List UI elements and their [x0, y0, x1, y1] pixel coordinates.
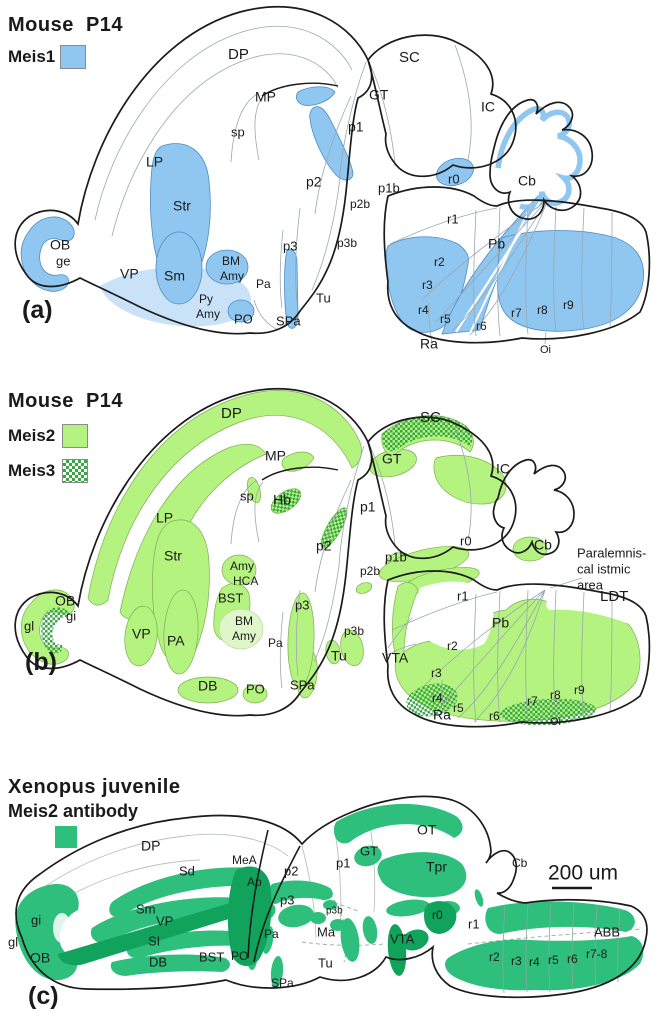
region-label-ma: Ma — [317, 924, 336, 940]
region-label-tu: Tu — [318, 955, 333, 971]
region-label-r1: r1 — [457, 588, 469, 604]
region-label-hca: HCA — [233, 574, 259, 589]
region-label-gt: GT — [369, 86, 389, 103]
region-label-str: Str — [173, 197, 191, 214]
region-label-mp: MP — [255, 88, 276, 105]
region-label-r1: r1 — [447, 211, 459, 227]
xenopus-meis2-swatch — [55, 826, 77, 848]
region-label-tu: Tu — [316, 290, 331, 306]
region-label-pa: Pa — [268, 636, 283, 651]
region-label-lp: LP — [146, 153, 164, 170]
region-label-gi: gi — [31, 912, 42, 928]
region-label-r9: r9 — [563, 298, 574, 313]
panel-c-title: Xenopus juvenile — [8, 776, 181, 798]
region-label-ob: OB — [55, 592, 76, 609]
region-label-dp: DP — [221, 404, 242, 422]
region-label-r7-8: r7-8 — [586, 947, 608, 962]
region-label-p3: p3 — [283, 238, 298, 254]
region-label-po: PO — [246, 681, 265, 697]
region-label-r4: r4 — [418, 303, 429, 318]
region-label-spa: SPa — [290, 677, 315, 693]
region-label-cb: Cb — [534, 536, 552, 553]
region-label-cb: Cb — [512, 856, 528, 871]
region-label-p3: p3 — [295, 597, 310, 613]
region-label-sm: Sm — [164, 267, 185, 284]
region-label-r9: r9 — [574, 683, 585, 698]
region-label-r2: r2 — [434, 255, 445, 270]
region-label-abb: ABB — [594, 924, 621, 940]
region-label-r8: r8 — [550, 688, 561, 703]
region-label-dp: DP — [141, 837, 161, 854]
region-label-gl: gl — [8, 934, 19, 950]
region-label-p3b: p3b — [344, 624, 365, 639]
region-label-gi: gi — [66, 608, 77, 624]
region-label-py: Py — [199, 292, 214, 307]
region-label-p2: p2 — [316, 537, 332, 554]
region-label-r3: r3 — [511, 954, 522, 969]
region-label-r0: r0 — [460, 533, 472, 549]
region-label-str: Str — [164, 547, 182, 564]
region-label-ot: OT — [417, 821, 437, 838]
region-label-bm: BM — [222, 254, 240, 269]
region-label-r3: r3 — [422, 278, 433, 293]
panel-b-legend-meis2 — [8, 424, 88, 448]
region-label-vta: VTA — [382, 649, 409, 666]
panel-letter-b: (b) — [25, 648, 57, 676]
region-label-r0: r0 — [432, 908, 443, 923]
region-label-sp: sp — [240, 488, 254, 504]
region-label-db: DB — [149, 954, 168, 970]
region-label-p2: p2 — [306, 173, 322, 190]
region-label-p2: p2 — [284, 863, 299, 879]
panel-b-title: Mouse P14 — [8, 390, 124, 412]
region-label-r6: r6 — [567, 952, 578, 967]
region-label-pa: PA — [167, 632, 185, 649]
panel-b-shapes — [15, 389, 649, 728]
panel-a-legend — [8, 45, 86, 69]
region-label-sc: SC — [420, 408, 441, 426]
region-label-gl: gl — [24, 618, 35, 634]
region-label-ra: Ra — [420, 335, 438, 352]
region-label-pa: Pa — [256, 277, 271, 292]
region-label-r6: r6 — [489, 709, 500, 724]
region-label-p1b: p1b — [385, 549, 407, 565]
region-label-vp: VP — [156, 913, 174, 929]
region-label-amy: Amy — [230, 559, 254, 574]
region-label-tu: Tu — [331, 647, 347, 664]
region-label-pb: Pb — [492, 614, 510, 631]
region-label-tpr: Tpr — [426, 858, 447, 875]
region-label-r7: r7 — [527, 694, 538, 709]
panel-c-subtitle: Meis2 antibody — [8, 801, 139, 821]
region-label-sd: Sd — [179, 863, 195, 879]
region-label-paralemnis-: Paralemnis- — [577, 545, 647, 561]
legend-label-meis1: Meis1 — [8, 47, 56, 66]
region-label-p1b: p1b — [378, 180, 400, 196]
region-label-hb: Hb — [273, 491, 291, 508]
region-label-po: PO — [234, 311, 253, 327]
region-label-ic: IC — [481, 98, 495, 115]
region-label-amy: Amy — [196, 307, 220, 322]
region-label-vp: VP — [120, 265, 139, 282]
region-label-dp: DP — [228, 45, 249, 63]
region-label-sp: sp — [231, 124, 245, 140]
region-label-oi: Oi — [550, 715, 561, 728]
region-label-amy: Amy — [232, 629, 256, 644]
region-label-r5: r5 — [453, 701, 464, 716]
region-label-r2: r2 — [489, 950, 500, 965]
region-label-lp: LP — [156, 509, 174, 526]
region-label-r1: r1 — [468, 916, 480, 932]
region-label-si: SI — [148, 933, 161, 949]
region-label-ob: OB — [50, 236, 71, 253]
region-label-spa: SPa — [276, 313, 301, 329]
region-label-r6: r6 — [476, 319, 487, 334]
region-label-area: area — [577, 577, 604, 593]
legend-label-meis3: Meis3 — [8, 461, 56, 480]
region-label-bm: BM — [235, 614, 253, 629]
region-label-p3b: p3b — [326, 905, 343, 917]
meis2-swatch — [62, 424, 88, 448]
panel-letter-c: (c) — [28, 982, 59, 1010]
region-label-vta: VTA — [390, 931, 415, 947]
region-label-ic: IC — [496, 460, 510, 477]
region-label-ob: OB — [30, 949, 51, 966]
region-label-mp: MP — [265, 447, 286, 464]
region-label-bst: BST — [218, 590, 244, 606]
region-label-db: DB — [198, 677, 218, 694]
panel-b-legend-meis3 — [8, 459, 88, 483]
region-label-r4: r4 — [529, 955, 540, 970]
region-label-cb: Cb — [518, 172, 536, 189]
region-label-ldt: LDT — [600, 587, 629, 605]
region-label-200um: 200 um — [548, 861, 619, 885]
region-label-gt: GT — [360, 843, 379, 859]
region-label-p2b: p2b — [360, 564, 381, 579]
panel-letter-a: (a) — [22, 296, 53, 324]
panel-a-title: Mouse P14 — [8, 14, 124, 36]
region-label-r8: r8 — [537, 303, 548, 318]
region-label-p3: p3 — [280, 892, 295, 908]
region-label-po: PO — [231, 949, 249, 964]
region-label-sm: Sm — [136, 901, 156, 917]
panel-a-shapes — [15, 7, 649, 344]
region-label-p1: p1 — [360, 498, 376, 515]
region-label-r5: r5 — [440, 312, 451, 327]
meis3-swatch — [62, 459, 88, 483]
region-label-r3: r3 — [431, 666, 442, 681]
region-label-pb: Pb — [488, 235, 506, 252]
region-label-amy: Amy — [220, 269, 244, 284]
region-label-ge: ge — [56, 253, 71, 269]
region-label-sc: SC — [399, 48, 420, 66]
region-label-p1: p1 — [348, 118, 364, 135]
region-label-p2b: p2b — [350, 197, 371, 212]
region-label-r0: r0 — [448, 171, 460, 187]
region-label-mea: MeA — [232, 853, 257, 868]
region-label-p3b: p3b — [337, 236, 358, 251]
region-label-calistmic: cal istmic — [577, 561, 631, 577]
region-label-p1: p1 — [336, 855, 351, 871]
region-label-bst: BST — [199, 949, 225, 965]
region-label-r7: r7 — [511, 306, 522, 321]
region-label-r4: r4 — [432, 691, 443, 706]
region-label-spa: SPa — [271, 976, 294, 991]
region-label-ra: Ra — [433, 706, 451, 723]
region-label-pa: Pa — [264, 927, 279, 942]
meis1-swatch — [60, 45, 86, 69]
region-label-ap: Ap — [247, 875, 262, 890]
region-label-r5: r5 — [548, 953, 559, 968]
region-label-vp: VP — [132, 625, 151, 642]
legend-label-meis2: Meis2 — [8, 426, 56, 445]
region-label-gt: GT — [382, 450, 402, 467]
region-label-r2: r2 — [447, 639, 458, 654]
region-label-oi: Oi — [540, 343, 551, 356]
